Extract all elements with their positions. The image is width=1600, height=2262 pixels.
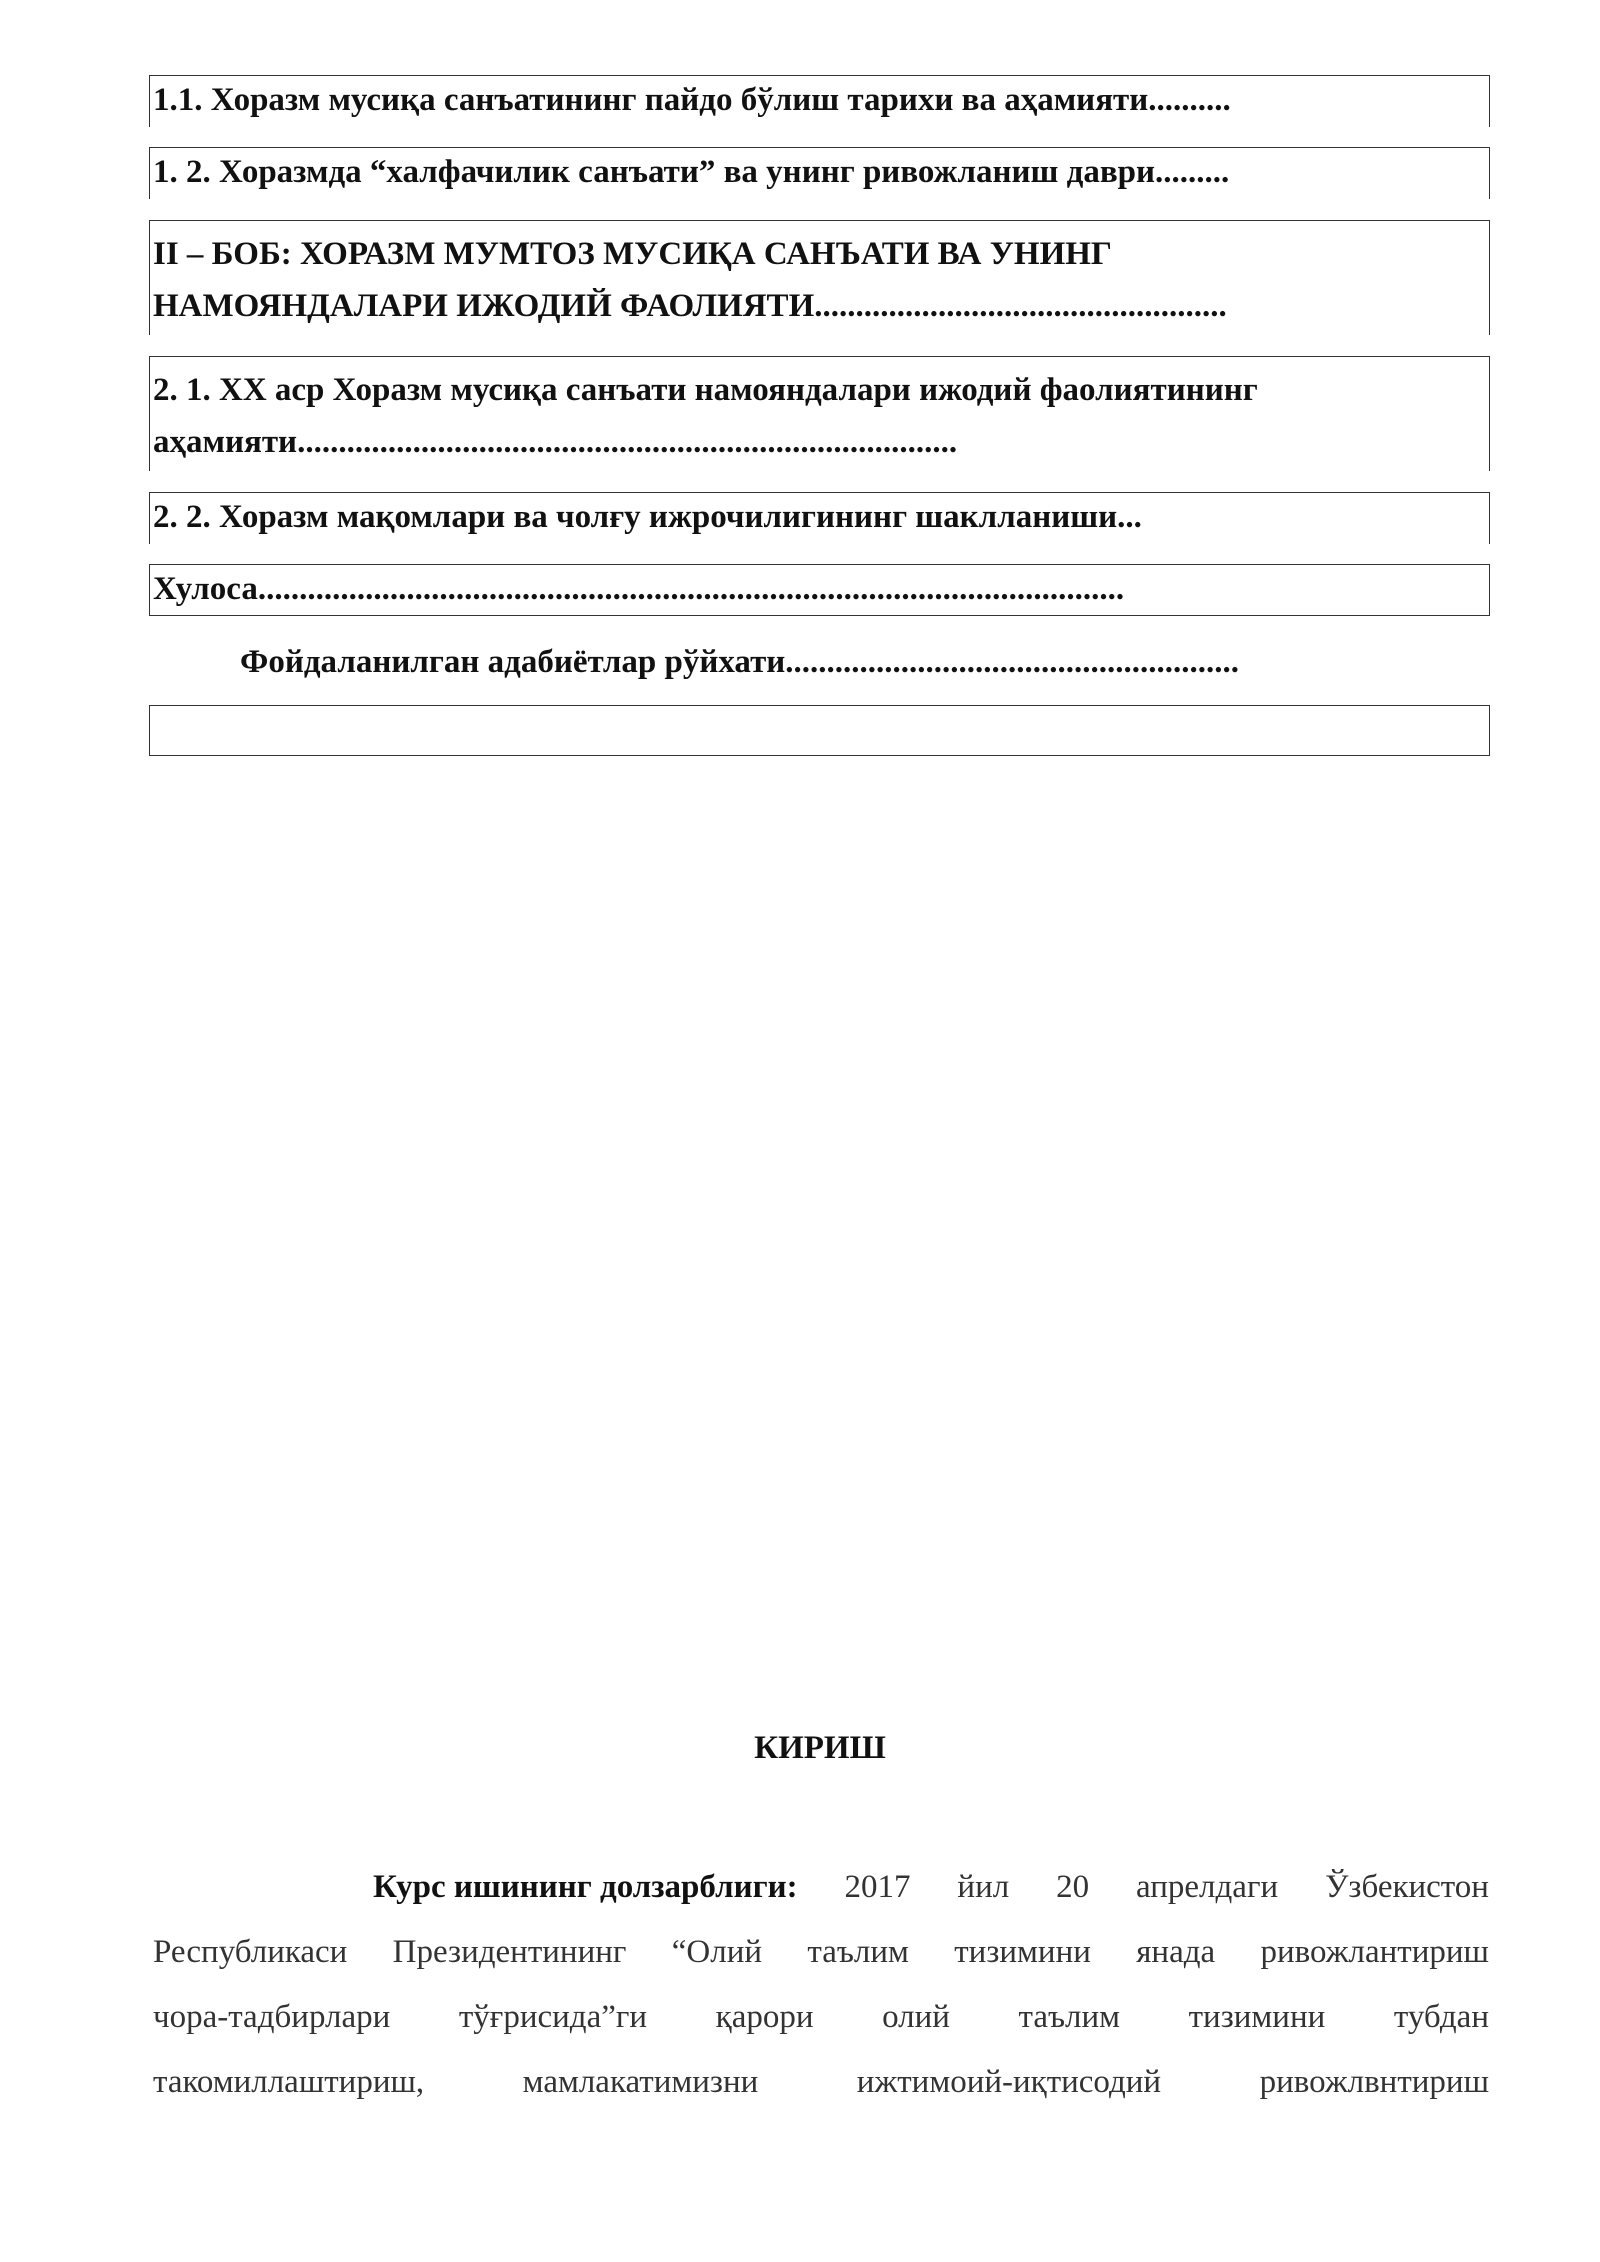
intro-word: Республикаси [153,1934,348,1970]
intro-word: чора-тадбирлари [153,1999,391,2035]
intro-word: Ўзбекистон [1325,1869,1489,1905]
toc-empty-row [149,705,1490,756]
intro-word: такомиллаштириш, [153,2064,425,2100]
intro-word: 20 [1056,1869,1090,1905]
intro-word: “Олий [671,1934,763,1970]
intro-word: қарори [715,1999,814,2035]
toc-conclusion [149,564,1490,616]
toc-item-text: 2. 1. XX аср Хоразм мусиқа санъати намояндалари ижодий фаолиятининг [153,372,1258,408]
intro-word: ижтимоий-иқтисодий [856,2064,1162,2100]
intro-word: тизимини [954,1934,1091,1970]
toc-item-text: Хулоса......................................................................................................... [153,571,1125,607]
intro-word: таълим [1018,1999,1121,2035]
toc-chapter-line: II – БОБ: ХОРАЗМ МУМТОЗ МУСИҚА САНЪАТИ ВА УНИНГ [153,236,1112,272]
intro-line-4 [153,2050,1489,2115]
intro-word: апрелдаги [1136,1869,1279,1905]
toc-chapter-2 [149,220,1490,335]
intro-word: таълим [807,1934,909,1970]
intro-word: ривожлвнтириш [1259,2064,1489,2100]
intro-word: тўғрисида”ги [458,1999,648,2035]
intro-word: мамлакатимизни [522,2064,759,2100]
toc-item-2-2 [149,492,1490,544]
intro-word: олий [882,1999,950,2035]
toc-item-text: 1. 2. Хоразмда “халфачилик санъати” ва унинг ривожланиш даври......... [153,154,1230,190]
intro-line-1 [153,1855,1489,1920]
intro-word: Президентининг [392,1934,627,1970]
toc-chapter-line: НАМОЯНДАЛАРИ ИЖОДИЙ ФАОЛИЯТИ.................................................. [153,288,1227,324]
intro-line-3 [153,1985,1489,2050]
intro-word: йил [957,1869,1010,1905]
intro-heading: КИРИШ [754,1730,886,1766]
toc-item-1-2 [149,147,1490,199]
intro-word: 2017 [844,1869,911,1905]
toc-item-1-1 [149,75,1490,127]
toc-item-text: аҳамияти................................................................................ [153,424,958,460]
toc-references: Фойдаланилган адабиётлар рўйхати....................................................... [240,644,1240,680]
toc-item-text: 1.1. Хоразм мусиқа санъатининг пайдо бўлиш тарихи ва аҳамияти.......... [153,82,1231,118]
intro-word: тубдан [1393,1999,1489,2035]
intro-lead: Курс ишининг долзарблиги: [373,1869,798,1905]
intro-word: тизимини [1188,1999,1326,2035]
toc-item-2-1 [149,356,1490,471]
intro-line-2 [153,1920,1489,1985]
intro-word: ривожлантириш [1260,1934,1489,1970]
toc-item-text: 2. 2. Хоразм мақомлари ва чолғу ижрочилигининг шаклланиши... [153,499,1142,535]
intro-word: янада [1136,1934,1216,1970]
intro-paragraph [153,1855,1489,2115]
